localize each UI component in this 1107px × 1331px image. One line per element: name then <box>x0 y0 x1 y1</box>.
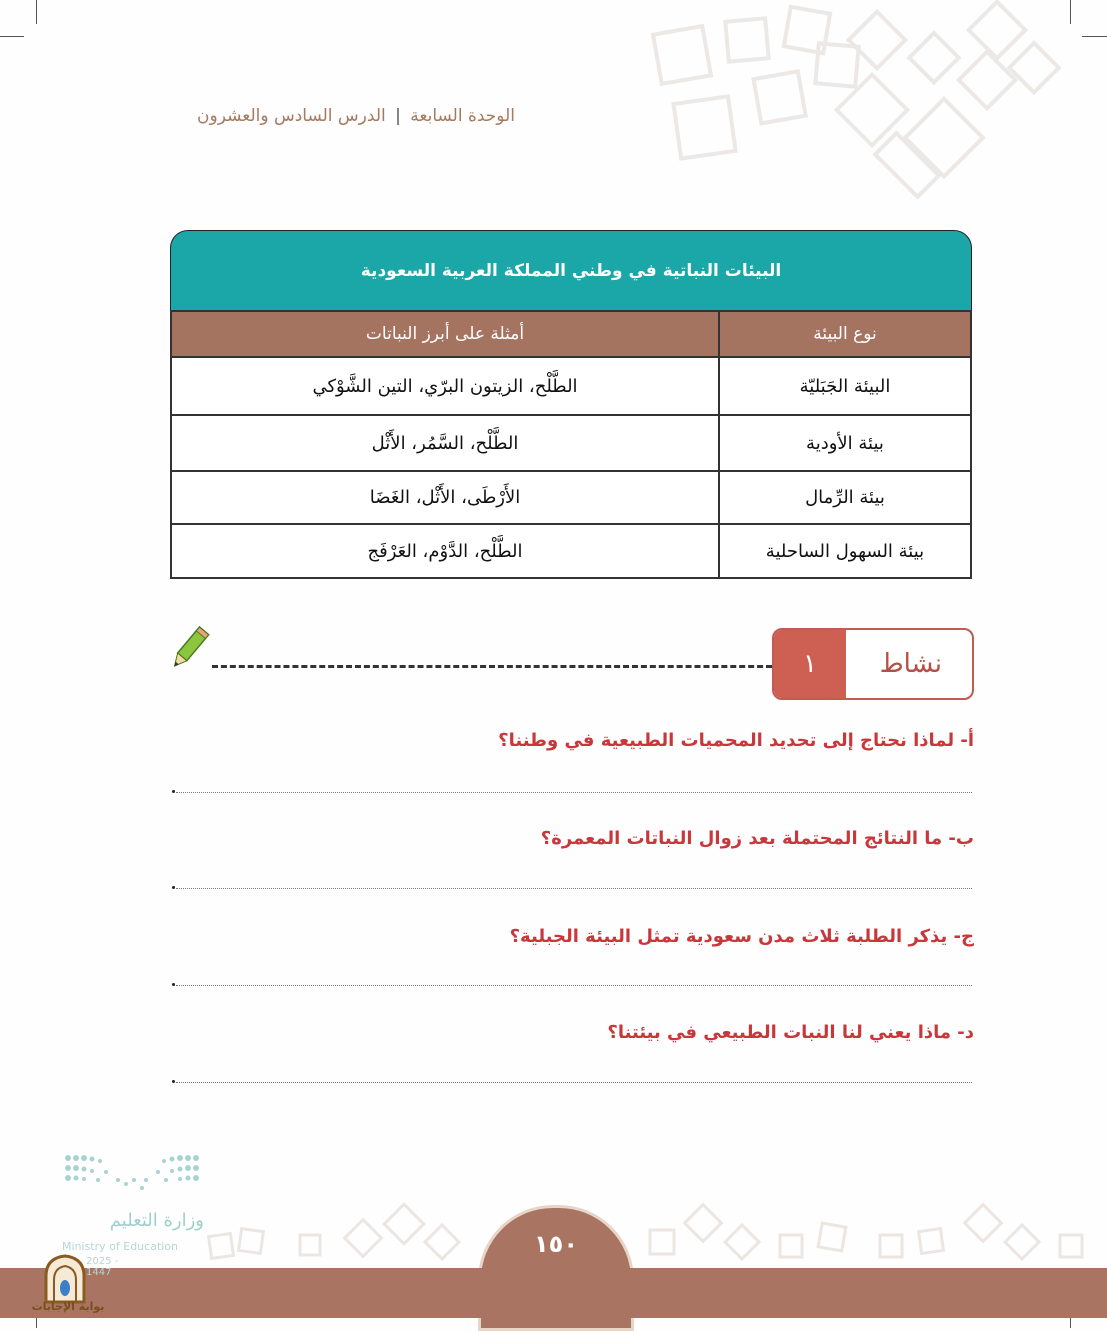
ministry-name-arabic: وزارة التعليم <box>109 1210 204 1231</box>
column-header-environment: نوع البيئة <box>719 311 971 357</box>
answer-line-b[interactable] <box>176 888 972 889</box>
activity-number: ١ <box>774 630 846 698</box>
plant-environments-table <box>170 230 972 579</box>
activity-label: نشاط <box>879 649 942 679</box>
column-header-plants: أمثلة على أبرز النباتات <box>171 311 719 357</box>
footer-decorative-pattern <box>200 1190 1100 1268</box>
footer-bar <box>0 1268 1107 1318</box>
header-separator: | <box>395 106 401 126</box>
environment-cell: بيئة الأودية <box>719 415 971 471</box>
ministry-year: 2025 - 1447 <box>86 1256 119 1278</box>
question-b: ب- ما النتائج المحتملة بعد زوال النباتات المعمرة؟ <box>540 828 974 849</box>
environment-cell: البيئة الجَبَليّة <box>719 357 971 415</box>
answer-line-a[interactable] <box>176 792 972 793</box>
page-number: ١٥٠ <box>534 1230 578 1258</box>
plants-cell: الأَرْطَى، الأَثْل، الغَضَا <box>171 471 719 524</box>
crop-mark <box>36 0 37 24</box>
answer-line-d[interactable] <box>176 1082 972 1083</box>
ministry-logo-icon <box>62 1150 202 1200</box>
table-row <box>171 524 971 578</box>
plants-cell: الطَّلْح، الزيتون البرّي، التين الشَّوْكي <box>171 357 719 415</box>
environment-cell: بيئة السهول الساحلية <box>719 524 971 578</box>
answers-portal-watermark: بوابة الإجابات <box>31 1300 105 1313</box>
pencil-icon <box>166 625 210 675</box>
table-header-row <box>171 311 971 357</box>
table-row <box>171 415 971 471</box>
activity-badge <box>772 628 974 700</box>
question-a: أ- لماذا نحتاج إلى تحديد المحميات الطبيعية في وطننا؟ <box>498 730 974 751</box>
table-row <box>171 357 971 415</box>
unit-label: الوحدة السابعة <box>410 106 515 126</box>
activity-divider <box>212 665 772 668</box>
ministry-name-english: Ministry of Education <box>62 1240 179 1253</box>
question-c: ج- يذكر الطلبة ثلاث مدن سعودية تمثل البيئة الجبلية؟ <box>509 926 974 947</box>
environments-grid <box>170 310 972 579</box>
crop-mark <box>0 36 24 37</box>
answer-line-c[interactable] <box>176 985 972 986</box>
table-row <box>171 471 971 524</box>
plants-cell: الطَّلْح، الدَّوْم، العَرْفَج <box>171 524 719 578</box>
answers-portal-logo-icon <box>42 1254 88 1304</box>
question-d: د- ماذا يعني لنا النبات الطبيعي في بيئتنا؟ <box>607 1022 974 1043</box>
environment-cell: بيئة الرِّمال <box>719 471 971 524</box>
lesson-header <box>150 106 515 126</box>
lesson-label: الدرس السادس والعشرون <box>197 106 386 126</box>
decorative-pattern <box>637 0 1107 230</box>
table-title: البيئات النباتية في وطني المملكة العربية السعودية <box>170 230 972 312</box>
plants-cell: الطَّلْح، السَّمُر، الأَثْل <box>171 415 719 471</box>
